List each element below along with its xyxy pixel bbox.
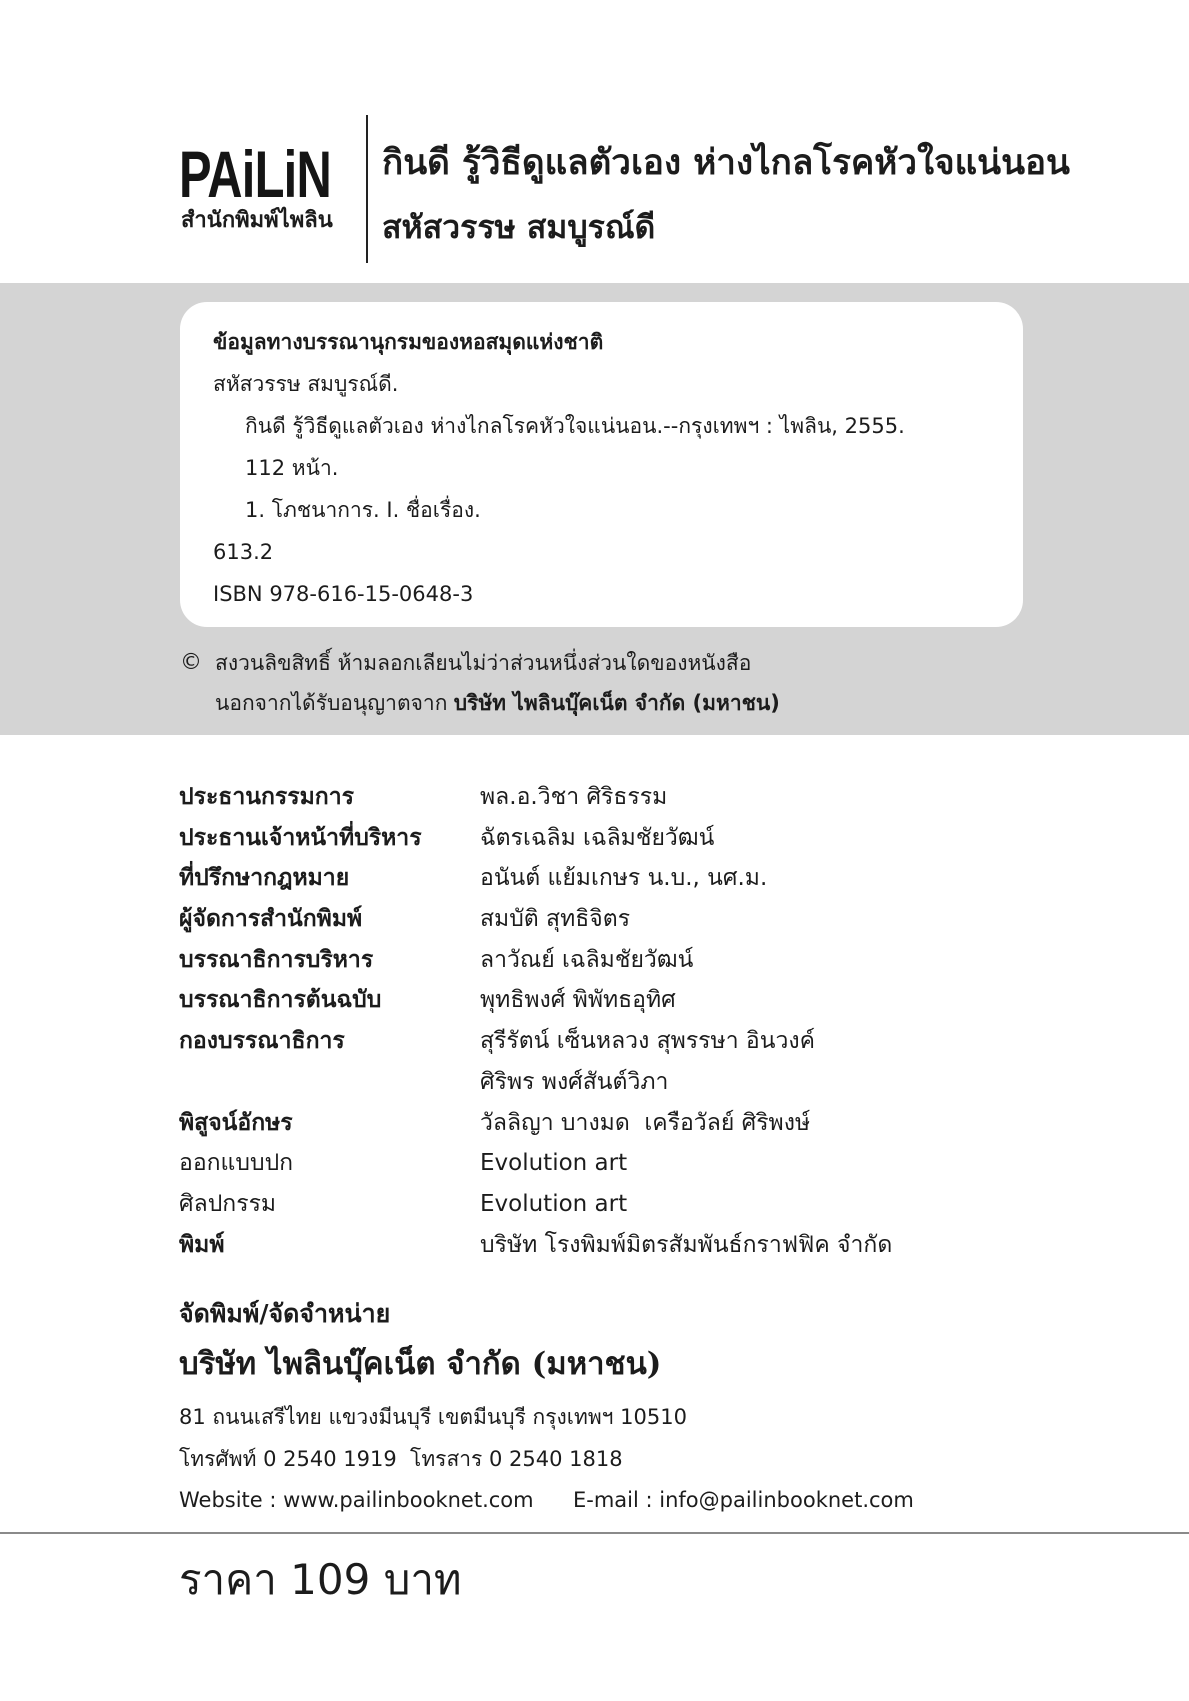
cip-isbn: ISBN 978-616-15-0648-3: [213, 582, 474, 606]
credit-row: [179, 818, 1079, 859]
credit-row: [179, 1184, 1079, 1225]
publisher-address: 81 ถนนเสรีไทย แขวงมีนบุรี เขตมีนบุรี กรุงเทพฯ 10510: [179, 1405, 687, 1429]
book-title: กินดี รู้วิธีดูแลตัวเอง ห่างไกลโรคหัวใจแน่นอน: [382, 142, 1070, 183]
credit-row: [179, 777, 1079, 818]
publisher-company: บริษัท ไพลินบุ๊คเน็ต จำกัด (มหาชน): [179, 1346, 662, 1382]
cip-classification: 613.2: [213, 540, 274, 564]
header-divider: [366, 115, 368, 263]
credit-role: พิสูจน์อักษร: [179, 1109, 293, 1136]
credit-role: บรรณาธิการต้นฉบับ: [179, 987, 382, 1014]
credit-role: พิมพ์: [179, 1231, 225, 1258]
price-divider: [0, 1532, 1189, 1534]
book-author: สหัสวรรษ สมบูรณ์ดี: [382, 208, 656, 246]
publisher-email: E-mail : info@pailinbooknet.com: [573, 1488, 914, 1512]
credit-name: ฉัตรเฉลิม เฉลิมชัยวัฒน์: [480, 824, 715, 851]
credit-name: บริษัท โรงพิมพ์มิตรสัมพันธ์กราฟฟิค จำกัด: [480, 1231, 893, 1258]
copyright-line-1: สงวนลิขสิทธิ์ ห้ามลอกเลียนไม่ว่าส่วนหนึ่งส่วนใดของหนังสือ: [215, 651, 752, 675]
credit-name: วัลลิญา บางมด เครือวัลย์ ศิริพงษ์: [480, 1109, 811, 1136]
cip-subjects: 1. โภชนาการ. I. ชื่อเรื่อง.: [245, 498, 481, 522]
copyright-company: บริษัท ไพลินบุ๊คเน็ต จำกัด (มหาชน): [453, 691, 780, 715]
credit-role: ประธานกรรมการ: [179, 784, 354, 810]
credit-name: สมบัติ สุทธิจิตร: [480, 906, 631, 933]
credit-name: พุทธิพงศ์ พิพัทธอุทิศ: [480, 987, 676, 1014]
book-price: ราคา 109 บาท: [179, 1555, 462, 1604]
credit-row-continuation: [179, 1062, 1079, 1103]
credits-list: [179, 777, 1079, 1265]
cip-box: [180, 302, 1023, 627]
credit-role: บรรณาธิการบริหาร: [179, 946, 374, 973]
credit-name: ลาวัณย์ เฉลิมชัยวัฒน์: [480, 946, 694, 973]
credit-row: [179, 899, 1079, 940]
cip-title-entry: กินดี รู้วิธีดูแลตัวเอง ห่างไกลโรคหัวใจแน่นอน.--กรุงเทพฯ : ไพลิน, 2555.: [245, 414, 905, 438]
publisher-logo: PAiLiN: [179, 137, 332, 211]
credit-name: Evolution art: [480, 1150, 628, 1177]
credit-name: Evolution art: [480, 1190, 628, 1217]
cip-author-entry: สหัสวรรษ สมบูรณ์ดี.: [213, 372, 399, 396]
publisher-logo-subtitle: สำนักพิมพ์ไพลิน: [181, 208, 333, 233]
credit-role: ที่ปรึกษากฎหมาย: [179, 865, 350, 892]
credit-name: พล.อ.วิชา ศิริธรรม: [480, 784, 668, 810]
credit-row: [179, 940, 1079, 981]
copyright-permission-text: นอกจากได้รับอนุญาตจาก: [215, 691, 448, 715]
publisher-phone: โทรศัพท์ 0 2540 1919 โทรสาร 0 2540 1818: [179, 1447, 623, 1471]
credit-role: ประธานเจ้าหน้าที่บริหาร: [179, 824, 422, 851]
credit-role: ผู้จัดการสำนักพิมพ์: [179, 906, 363, 933]
credit-row: [179, 1225, 1079, 1266]
cip-heading: ข้อมูลทางบรรณานุกรมของหอสมุดแห่งชาติ: [213, 330, 604, 354]
credit-name: อนันต์ แย้มเกษร น.บ., นศ.ม.: [480, 865, 768, 892]
credit-role: ออกแบบปก: [179, 1150, 294, 1177]
credit-row: [179, 1103, 1079, 1144]
credit-name: สุรีรัตน์ เซ็นหลวง สุพรรษา อินวงค์: [480, 1028, 815, 1055]
copyright-line-2: [215, 683, 780, 723]
publisher-heading: จัดพิมพ์/จัดจำหน่าย: [179, 1299, 391, 1328]
publisher-website: Website : www.pailinbooknet.com: [179, 1488, 534, 1512]
credit-row: [179, 1143, 1079, 1184]
credit-row: [179, 980, 1079, 1021]
credit-row: [179, 1021, 1079, 1062]
credit-row: [179, 858, 1079, 899]
cip-pages: 112 หน้า.: [245, 456, 339, 480]
credit-role: กองบรรณาธิการ: [179, 1028, 345, 1055]
credit-role: ศิลปกรรม: [179, 1190, 277, 1217]
copyright-icon: ©: [180, 650, 202, 675]
credit-name: ศิริพร พงศ์สันต์วิภา: [480, 1068, 669, 1095]
